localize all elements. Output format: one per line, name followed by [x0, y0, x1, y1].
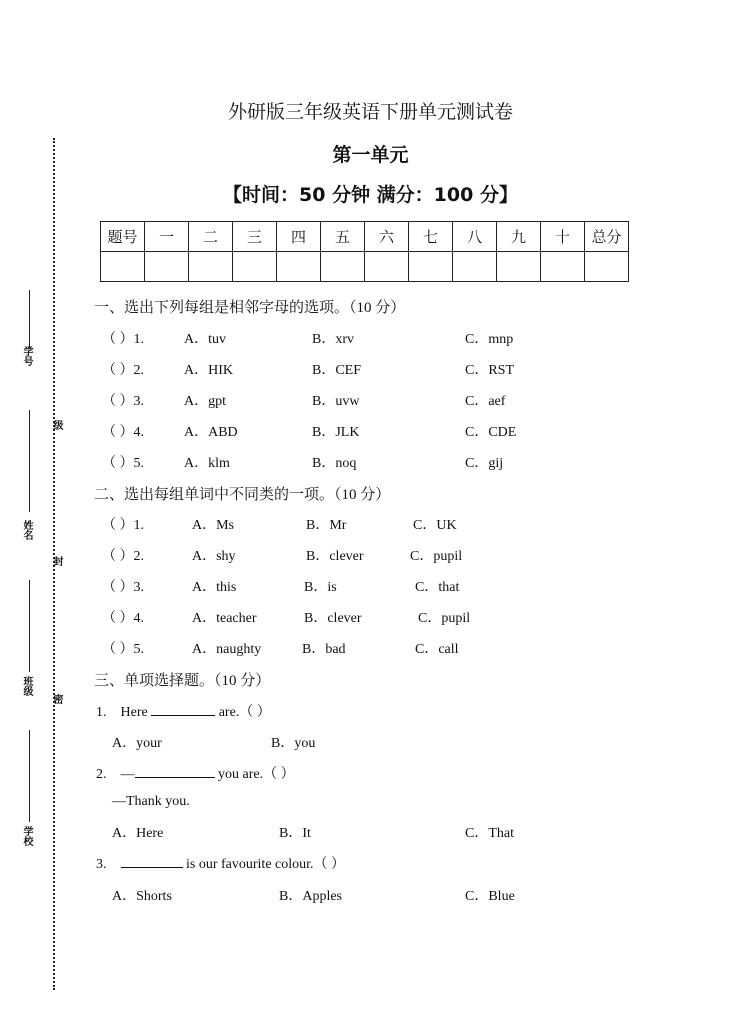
unit-title: 第一单元 [332, 145, 409, 166]
q3-2-number: 2. [96, 767, 107, 782]
q3-2-text-after: you are.（ ） [218, 767, 295, 782]
q2-3-number: （ ）3. [102, 580, 144, 595]
name-blank-line[interactable] [29, 410, 30, 512]
score-cell[interactable] [101, 252, 145, 282]
score-cell[interactable] [497, 252, 541, 282]
q2-1-number: （ ）1. [102, 518, 144, 533]
section3-heading: 三、单项选择题。（10 分） [94, 673, 271, 689]
q2-5-option-a[interactable]: A．naughty [192, 642, 262, 657]
score-header-cell: 题号 [101, 222, 145, 252]
class-label: 班级 [21, 676, 32, 696]
name-label: 姓名 [21, 520, 32, 540]
q1-3-option-b[interactable]: B．uvw [312, 394, 360, 409]
score-cell[interactable] [321, 252, 365, 282]
q2-4-number: （ ）4. [102, 611, 144, 626]
q2-1-option-c[interactable]: C．UK [413, 518, 457, 533]
q3-2-question [96, 763, 295, 783]
q1-5-option-a[interactable]: A．klm [184, 456, 230, 471]
q2-4-option-a[interactable]: A．teacher [192, 611, 257, 626]
q2-3-option-b[interactable]: B．is [304, 580, 337, 595]
score-header-cell: 十 [541, 222, 585, 252]
student-id-label: 学号 [21, 346, 32, 366]
q3-2-option-a[interactable]: A．Here [112, 826, 164, 841]
score-header-cell: 四 [277, 222, 321, 252]
q2-2-option-a[interactable]: A．shy [192, 549, 236, 564]
q2-1-option-b[interactable]: B．Mr [306, 518, 347, 533]
score-header-cell: 总分 [585, 222, 629, 252]
score-cell[interactable] [541, 252, 585, 282]
q1-2-option-a[interactable]: A．HIK [184, 363, 233, 378]
q1-4-number: （ ）4. [102, 425, 144, 440]
score-cell[interactable] [233, 252, 277, 282]
q1-3-option-a[interactable]: A．gpt [184, 394, 226, 409]
score-table-value-row [101, 252, 629, 282]
section2-heading: 二、选出每组单词中不同类的一项。（10 分） [94, 487, 391, 503]
q3-3-question [96, 853, 345, 873]
q3-3-option-b[interactable]: B．Apples [279, 889, 342, 904]
q1-5-option-c[interactable]: C．gij [465, 456, 504, 471]
score-cell[interactable] [365, 252, 409, 282]
q1-5-number: （ ）5. [102, 456, 144, 471]
q3-3-answer-blank[interactable] [121, 867, 183, 868]
q2-5-option-b[interactable]: B．bad [302, 642, 346, 657]
q2-2-option-b[interactable]: B．clever [306, 549, 364, 564]
score-table [100, 221, 629, 282]
score-header-cell: 三 [233, 222, 277, 252]
q3-2-option-c[interactable]: C．That [465, 826, 514, 841]
q3-3-option-c[interactable]: C．Blue [465, 889, 515, 904]
q2-2-number: （ ）2. [102, 549, 144, 564]
score-cell[interactable] [453, 252, 497, 282]
score-cell[interactable] [189, 252, 233, 282]
seal-mark: 封 [51, 556, 62, 566]
score-table-header-row [101, 222, 629, 252]
class-blank-line[interactable] [29, 580, 30, 672]
q1-4-option-b[interactable]: B．JLK [312, 425, 360, 440]
school-label: 学校 [21, 826, 32, 846]
q1-3-number: （ ）3. [102, 394, 144, 409]
q3-1-text-before: Here [120, 705, 148, 720]
cut-mark: 密 [51, 694, 62, 704]
q3-2-option-b[interactable]: B．It [279, 826, 311, 841]
q2-3-option-a[interactable]: A．this [192, 580, 237, 595]
q1-4-option-c[interactable]: C．CDE [465, 425, 517, 440]
q1-2-option-c[interactable]: C．RST [465, 363, 515, 378]
q1-2-option-b[interactable]: B．CEF [312, 363, 362, 378]
score-cell[interactable] [585, 252, 629, 282]
q3-2-reply: —Thank you. [112, 794, 190, 809]
q2-3-option-c[interactable]: C．that [415, 580, 460, 595]
q3-1-answer-blank[interactable] [151, 715, 215, 716]
q1-3-option-c[interactable]: C．aef [465, 394, 506, 409]
time-score-info: 【时间：50 分钟 满分：100 分】 [223, 184, 518, 206]
q2-5-number: （ ）5. [102, 642, 144, 657]
q1-1-option-c[interactable]: C．mnp [465, 332, 514, 347]
q2-5-option-c[interactable]: C．call [415, 642, 459, 657]
q2-2-option-c[interactable]: C．pupil [410, 549, 463, 564]
score-cell[interactable] [409, 252, 453, 282]
score-header-cell: 七 [409, 222, 453, 252]
q1-1-option-a[interactable]: A．tuv [184, 332, 226, 347]
exam-title: 外研版三年级英语下册单元测试卷 [227, 102, 513, 123]
q3-2-text-before: — [120, 767, 135, 782]
q1-1-number: （ ）1. [102, 332, 144, 347]
score-header-cell: 九 [497, 222, 541, 252]
student-id-blank-line[interactable] [29, 290, 30, 348]
q3-3-text-after: is our favourite colour.（ ） [186, 857, 346, 872]
q1-4-option-a[interactable]: A．ABD [184, 425, 238, 440]
q2-4-option-c[interactable]: C．pupil [418, 611, 471, 626]
q3-1-text-after: are.（ ） [218, 705, 271, 720]
q2-4-option-b[interactable]: B．clever [304, 611, 362, 626]
score-header-cell: 五 [321, 222, 365, 252]
q3-1-option-b[interactable]: B．you [271, 736, 316, 751]
score-header-cell: 六 [365, 222, 409, 252]
q2-1-option-a[interactable]: A．Ms [192, 518, 235, 533]
q3-3-option-a[interactable]: A．Shorts [112, 889, 172, 904]
grade-mark: 级 [51, 420, 62, 430]
q1-5-option-b[interactable]: B．noq [312, 456, 357, 471]
q3-3-number: 3. [96, 857, 107, 872]
score-cell[interactable] [145, 252, 189, 282]
school-blank-line[interactable] [29, 730, 30, 822]
q1-1-option-b[interactable]: B．xrv [312, 332, 354, 347]
q3-1-option-a[interactable]: A．your [112, 736, 162, 751]
score-header-cell: 八 [453, 222, 497, 252]
score-header-cell: 一 [145, 222, 189, 252]
q3-1-question [96, 701, 271, 721]
q3-1-number: 1. [96, 705, 107, 720]
section1-heading: 一、选出下列每组是相邻字母的选项。（10 分） [94, 300, 406, 316]
q1-2-number: （ ）2. [102, 363, 144, 378]
q3-2-answer-blank[interactable] [135, 777, 215, 778]
score-header-cell: 二 [189, 222, 233, 252]
score-cell[interactable] [277, 252, 321, 282]
